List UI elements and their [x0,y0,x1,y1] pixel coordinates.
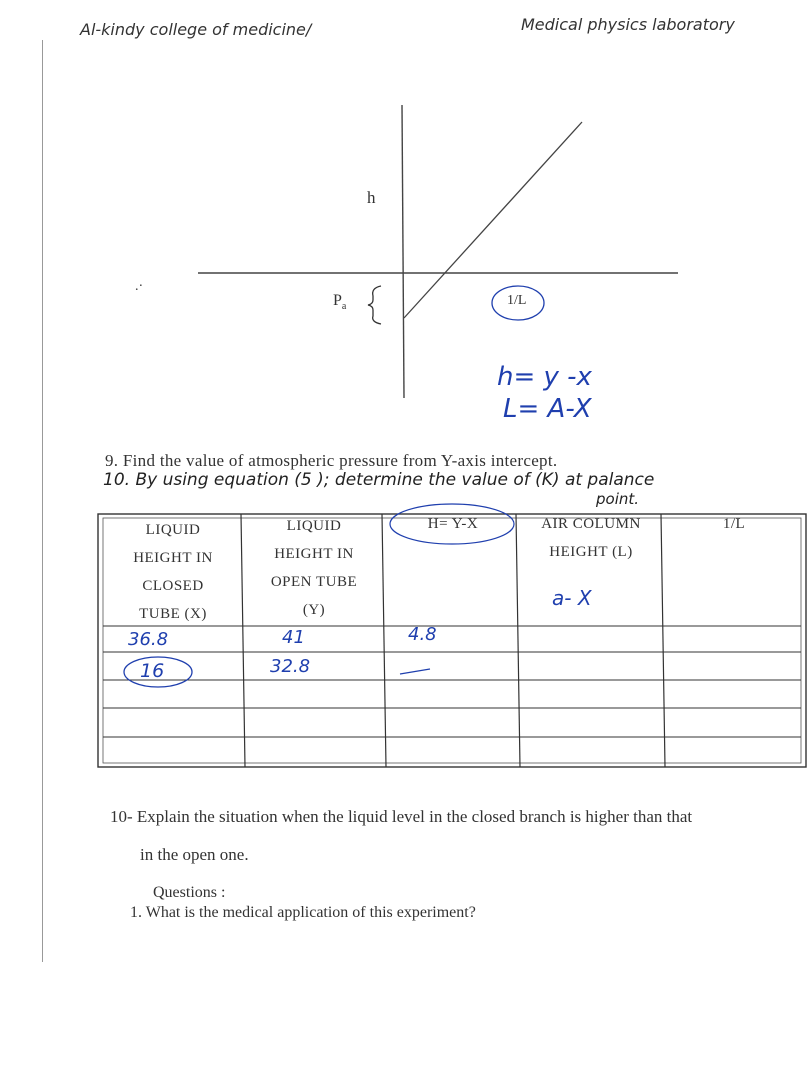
question-9: 9. Find the value of atmospheric pressure from Y-axis intercept. [105,451,558,470]
question-10b-line2: in the open one. [140,845,249,864]
table-header-air-column: AIR COLUMN HEIGHT (L) [541,516,641,560]
question-1: 1. What is the medical application of this experiment? [130,904,476,921]
hand-question-10-line2: point. [596,490,640,508]
table-header-inverse-l: 1/L [722,516,746,532]
table-cell-r1-c2: 41 [282,627,305,648]
hand-header-note: a- X [552,586,592,610]
table-header-closed: LIQUID HEIGHT IN CLOSED TUBE (X) [133,522,213,622]
hand-dash [400,669,430,674]
graph-x-label: 1/L [507,293,527,308]
hand-question-10-line1: 10. By using equation (5 ); determine the value of (K) at palance [103,470,655,490]
graph-intercept-label: $P_a$ [333,292,347,313]
graph-dot: .· [135,279,144,294]
header-left: Al-kindy college of medicine/ [80,20,312,39]
page-edge-line [42,40,43,962]
table-cell-r1-c1: 36.8 [128,629,169,650]
table-cell-r2-c2: 32.8 [270,656,311,677]
table-cell-r1-c3: 4.8 [408,624,437,645]
hand-eq1: h= y -x [497,362,592,392]
hand-eq2: L= A-X [503,394,592,424]
questions-title: Questions : [153,884,226,901]
header-right: Medical physics laboratory [521,15,735,34]
graph-y-label: h [367,188,376,207]
table-header-h: H= Y-X [427,516,479,532]
table-cell-r2-c1: 16 [140,660,165,682]
table-header-open: LIQUID HEIGHT IN OPEN TUBE (Y) [270,518,358,618]
question-10b-line1: 10- Explain the situation when the liquid level in the closed branch is higher than that [110,807,693,826]
